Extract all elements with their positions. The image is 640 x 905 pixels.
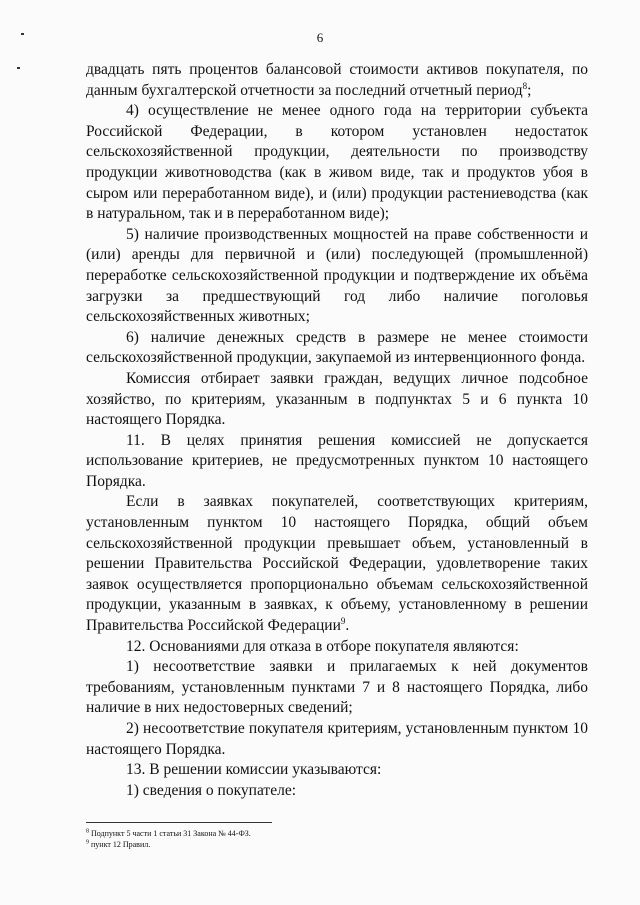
paragraph-item-5: 5) наличие производственных мощностей на праве собственности и (или) аренды для первичной и (или) последующей (промышленной) переработке сельскохозяйственной продукции и подтверждение их объёма загрузки за предшествующий год либо наличие поголовья сельскохозяйственных животных; (86, 225, 588, 326)
paragraph-text: двадцать пять процентов балансовой стоимости активов покупателя, по данным бухгалтерской отчетности за последний отчетный период (86, 61, 588, 99)
paragraph-11: 11. В целях принятия решения комиссией не допускается использование критериев, не предусмотренных пунктом 10 настоящего Порядка. (86, 431, 588, 490)
scan-speck (17, 67, 20, 69)
paragraph-13-item-1: 1) сведения о покупателе: (126, 781, 297, 799)
document-body (86, 60, 588, 801)
scan-speck (21, 33, 24, 35)
footnote-text: Подпункт 5 части 1 статьи 31 Закона № 44-ФЗ. (91, 829, 251, 838)
footnote-mark: 8 (86, 828, 89, 835)
page-number: 6 (316, 30, 324, 45)
paragraph-continuation (86, 60, 588, 101)
paragraph-tail: . (345, 617, 350, 635)
paragraph-12-item-1: 1) несоответствие заявки и прилагаемых к ней документов требованиям, установленным пунктами 7 и 8 настоящего Порядка, либо наличие в них недостоверных сведений; (86, 658, 588, 717)
footnote-separator (86, 822, 272, 823)
paragraph-text: Если в заявках покупателей, соответствующих критериям, установленным пунктом 10 настоящего Порядка, общий объем сельскохозяйственной продукции превышает объем, установленный в решении Правительства Российской Федерации, удовлетворение таких заявок осуществляется пропорционально объемам сельскохозяйственной продукции, указанным в заявках, к объему, установленному в решении Правительства Российской Федерации (86, 493, 588, 635)
paragraph-12-item-2: 2) несоответствие покупателя критериям, установленным пунктом 10 настоящего Порядка. (86, 720, 588, 758)
paragraph-if (86, 492, 588, 636)
paragraph-item-4: 4) осуществление не менее одного года на территории субъекта Российской Федерации, в котором установлен недостаток сельскохозяйственной продукции, деятельности по производству продукции животноводства (как в живом виде, так и продуктов убоя в сыром или переработанном виде), и (или) продукции растениеводства (как в натуральном, так и в переработанном виде); (86, 102, 588, 223)
footnote-ref: 9 (340, 615, 346, 626)
paragraph-item-6: 6) наличие денежных средств в размере не менее стоимости сельскохозяйственной продукции, закупаемой из интервенционного фонда. (86, 328, 588, 367)
footnote-mark: 9 (86, 839, 89, 846)
footnotes (86, 828, 486, 850)
footnote-text: пункт 12 Правил. (91, 840, 151, 849)
paragraph-commission: Комиссия отбирает заявки граждан, ведущих личное подсобное хозяйство, по критериям, указанным в подпунктах 5 и 6 пункта 10 настоящего Порядка. (86, 369, 588, 429)
footnote (86, 828, 486, 839)
paragraph-12: 12. Основаниями для отказа в отборе покупателя являются: (126, 637, 519, 655)
paragraph-tail: ; (527, 81, 532, 99)
footnote-ref: 8 (522, 80, 528, 91)
footnote (86, 839, 486, 850)
paragraph-13: 13. В решении комиссии указываются: (126, 761, 382, 779)
